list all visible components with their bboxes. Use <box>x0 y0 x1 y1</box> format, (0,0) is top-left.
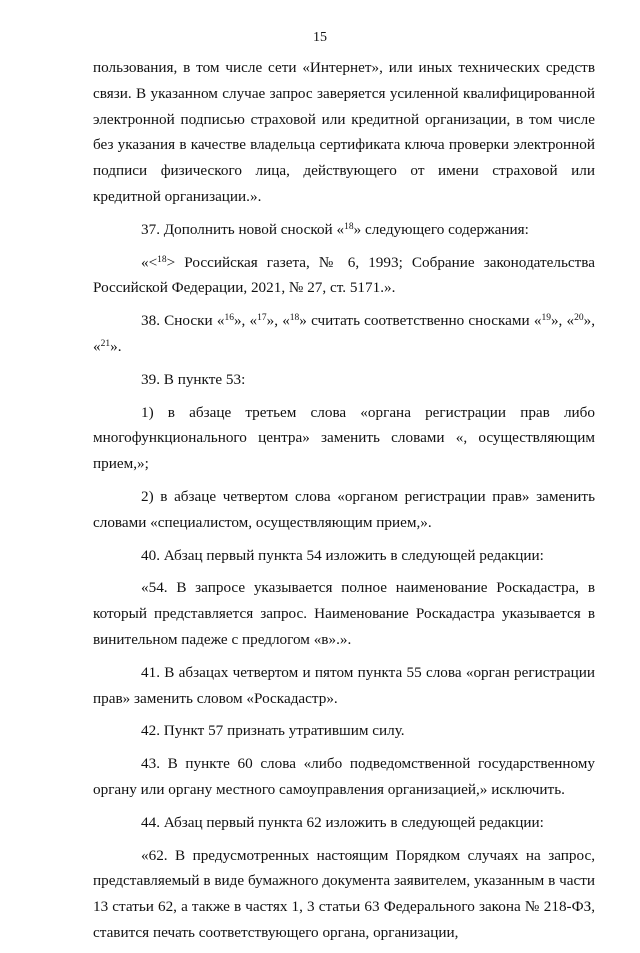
page-number: 15 <box>313 30 327 45</box>
paragraph-quote-54: «54. В запросе указывается полное наименование Роскадастра, в который представляется запрос. Наименование Роскадастра указывается в винительном падеже с предлогом «в».». <box>93 579 595 648</box>
paragraph-subitem-2: 2) в абзаце четвертом слова «органом регистрации прав» заменить словами «специалистом, осуществляющим прием,». <box>93 487 595 531</box>
paragraph-footnote-text: «<$^{18}$> Российская газета, № 6, 1993; Собрание законодательства Российской Федерации, 2021, № 27, ст. 5171.». <box>93 253 595 297</box>
paragraph-item-39: 39. В пункте 53: <box>141 370 246 388</box>
paragraph-item-42: 42. Пункт 57 признать утратившим силу. <box>141 722 405 740</box>
paragraph-item-38: 38. Сноски «$^{16}$», «$^{17}$», «$^{18}$» считать соответственно сносками «$^{19}$», «$^{20}$», «$^{21}$». <box>93 312 595 355</box>
paragraph-item-37: 37. Дополнить новой сноской «$^{18}$» следующего содержания: <box>141 220 529 238</box>
paragraph-item-41: 41. В абзацах четвертом и пятом пункта 55 слова «орган регистрации прав» заменить словом «Роскадастр». <box>93 663 595 707</box>
document-body <box>93 55 595 953</box>
paragraph-item-44: 44. Абзац первый пункта 62 изложить в следующей редакции: <box>141 813 544 831</box>
paragraph-subitem-1: 1) в абзаце третьем слова «органа регистрации прав либо многофункционального центра» заменить словами «, осуществляющим прием,»; <box>93 403 595 473</box>
paragraph-quote-62: «62. В предусмотренных настоящим Порядком случаях на запрос, представляемый в виде бумажного документа заявителем, указанным в части 13 статьи 62, а также в частях 1, 3 статьи 63 Федерального закона № 218-ФЗ, ставится печать соответствующего органа, организации, <box>93 846 595 941</box>
paragraph-item-40: 40. Абзац первый пункта 54 изложить в следующей редакции: <box>141 546 544 564</box>
paragraph-continuation: пользования, в том числе сети «Интернет», или иных технических средств связи. В указанном случае запрос заверяется усиленной квалифицированной электронной подписью страховой или кредитной организации, в том числе без указания в качестве владельца сертификата ключа проверки электронной подписи физического лица, действующего от имени страховой или кредитной организации.». <box>93 59 595 205</box>
paragraph-item-43: 43. В пункте 60 слова «либо подведомственной государственному органу или органу местного самоуправления организацией,» исключить. <box>93 755 595 798</box>
